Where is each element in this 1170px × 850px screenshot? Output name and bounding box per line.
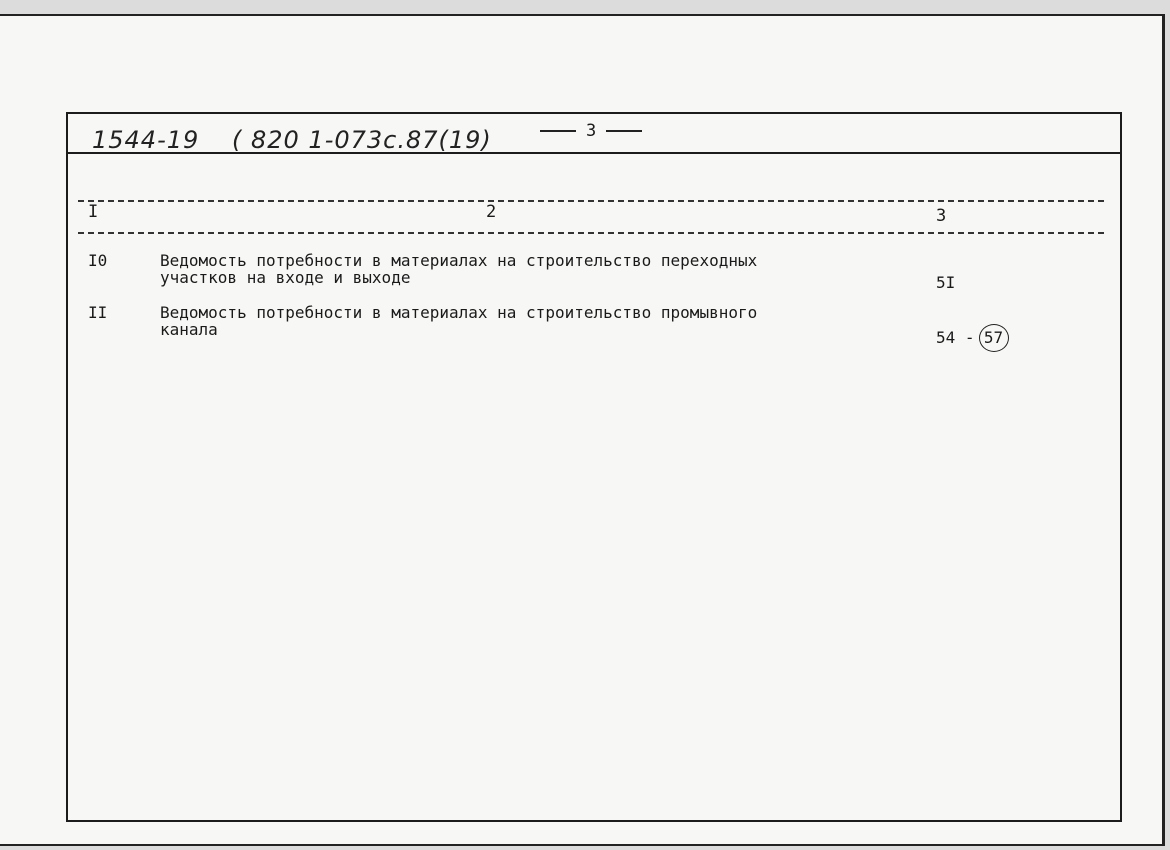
row-number: I0 <box>88 251 108 270</box>
handwritten-code: 1544-19 <box>92 126 200 154</box>
table-top-dashed-rule <box>78 200 1104 202</box>
row-page-start: 54 - <box>936 328 975 347</box>
row-number: II <box>88 303 108 322</box>
table-row <box>68 303 1108 347</box>
document-sheet <box>0 14 1165 846</box>
page-frame <box>66 112 1122 822</box>
row-page: 5I <box>936 273 956 292</box>
row-title: Ведомость потребности в материалах на строительство переходных участков на входе и выходе <box>160 251 758 287</box>
handwritten-reference: ( 820 1-073с.87(19) <box>232 126 492 154</box>
table-row <box>68 252 1108 292</box>
table-header-dashed-rule <box>78 232 1104 234</box>
page-number: 3 <box>530 121 652 141</box>
row-page-range <box>936 324 1009 352</box>
column-header-3: 3 <box>936 206 947 226</box>
circled-page-number: 57 <box>979 324 1009 352</box>
row-title: Ведомость потребности в материалах на строительство промывного канала <box>160 303 758 339</box>
column-header-1: I <box>88 202 99 222</box>
header-rule <box>68 152 1120 154</box>
column-header-2: 2 <box>486 202 497 222</box>
